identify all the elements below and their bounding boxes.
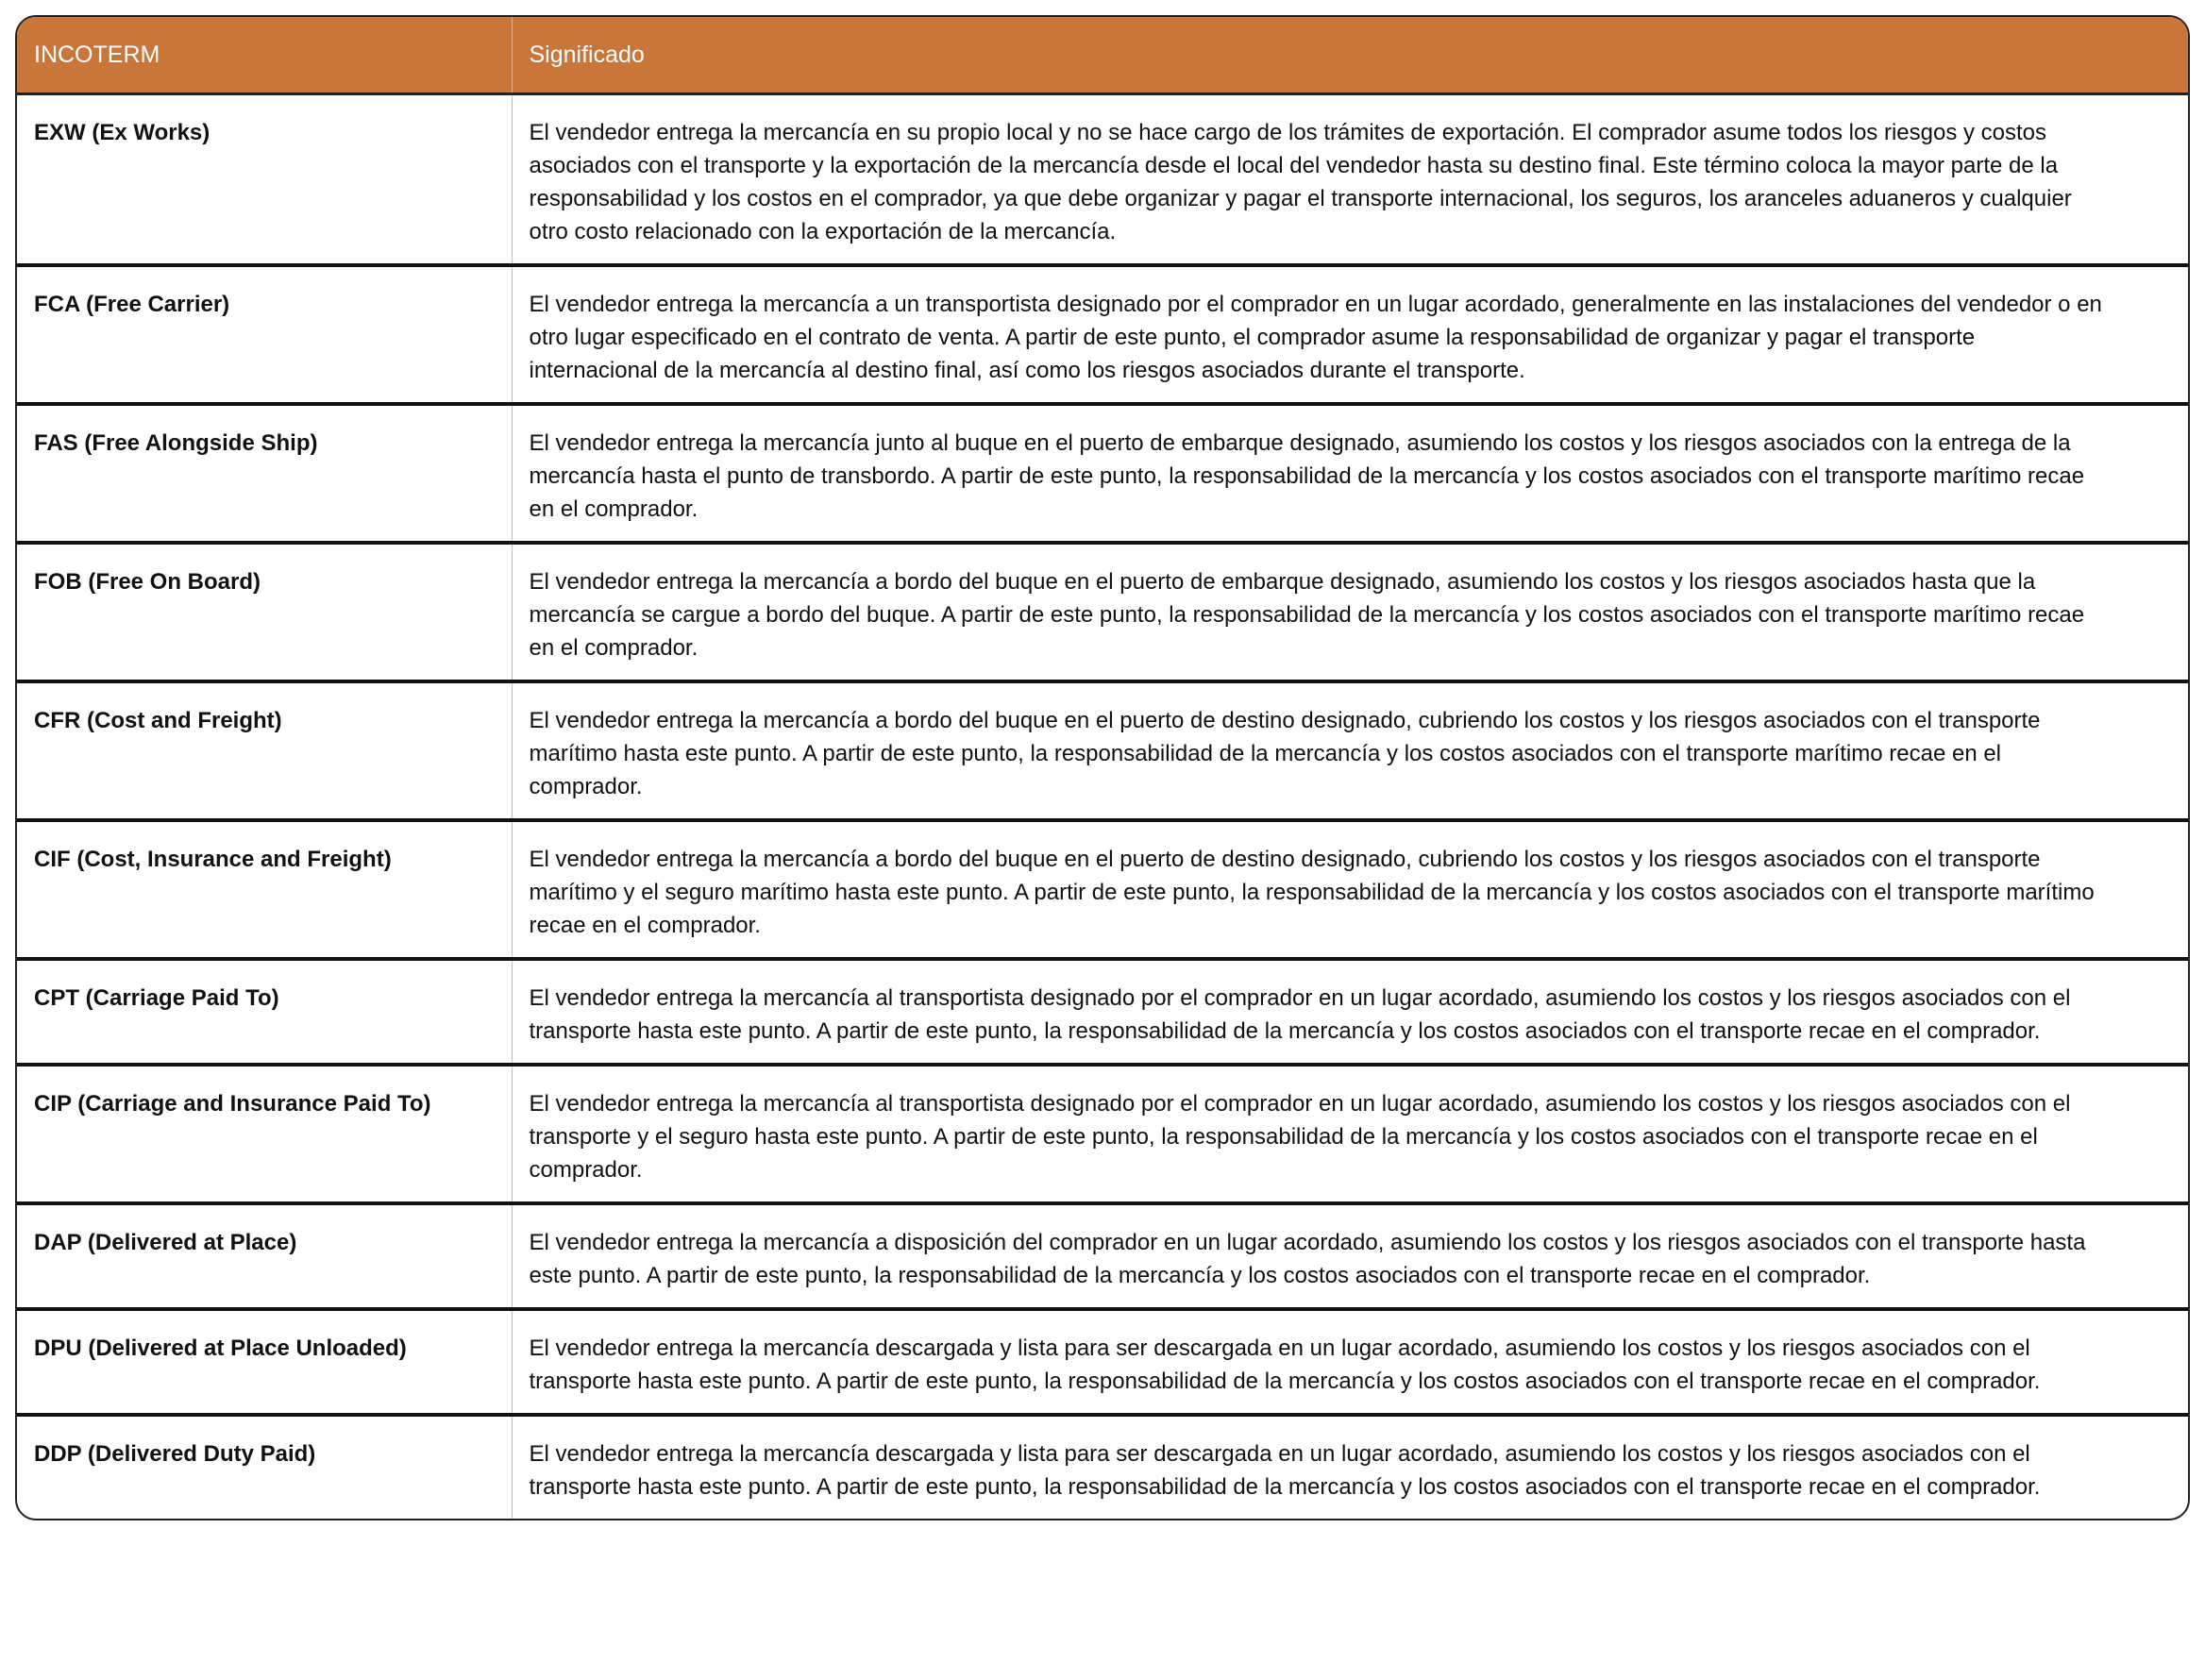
table-row [17, 1415, 2188, 1519]
table-row [17, 959, 2188, 1065]
table-row [17, 404, 2188, 543]
table-body [17, 94, 2188, 1520]
incoterm-cell: CIP (Carriage and Insurance Paid To) [17, 1065, 512, 1203]
meaning-cell: El vendedor entrega la mercancía descargada y lista para ser descargada en un lugar acordado, asumiendo los costos y los riesgos asociados con el transporte hasta este punto. A partir de este punto, la responsabilidad de la mercancía y los costos asociados con el transporte recae en el comprador. [512, 1309, 2188, 1415]
meaning-cell: El vendedor entrega la mercancía a un transportista designado por el comprador en un lugar acordado, generalmente en las instalaciones del vendedor o en otro lugar especificado en el contrato de venta. A partir de este punto, el comprador asume la responsabilidad de organizar y pagar el transporte internacional de la mercancía al destino final, así como los riesgos asociados durante el transporte. [512, 265, 2188, 404]
meaning-cell: El vendedor entrega la mercancía al transportista designado por el comprador en un lugar acordado, asumiendo los costos y los riesgos asociados con el transporte y el seguro hasta este punto. A partir de este punto, la responsabilidad de la mercancía y los costos asociados con el transporte recae en el comprador. [512, 1065, 2188, 1203]
meaning-cell: El vendedor entrega la mercancía a disposición del comprador en un lugar acordado, asumiendo los costos y los riesgos asociados con el transporte hasta este punto. A partir de este punto, la responsabilidad de la mercancía y los costos asociados con el transporte recae en el comprador. [512, 1203, 2188, 1309]
incoterm-cell: CFR (Cost and Freight) [17, 681, 512, 820]
incoterms-table [17, 17, 2188, 1519]
table-row [17, 94, 2188, 266]
meaning-cell: El vendedor entrega la mercancía junto al buque en el puerto de embarque designado, asumiendo los costos y los riesgos asociados con la entrega de la mercancía hasta el punto de transbordo. A partir de este punto, la responsabilidad de la mercancía y los costos asociados con el transporte marítimo recae en el comprador. [512, 404, 2188, 543]
table-row [17, 265, 2188, 404]
header-significado: Significado [512, 17, 2188, 94]
incoterm-cell: CIF (Cost, Insurance and Freight) [17, 820, 512, 959]
table-row [17, 681, 2188, 820]
table-row [17, 1309, 2188, 1415]
meaning-cell: El vendedor entrega la mercancía descargada y lista para ser descargada en un lugar acordado, asumiendo los costos y los riesgos asociados con el transporte hasta este punto. A partir de este punto, la responsabilidad de la mercancía y los costos asociados con el transporte recae en el comprador. [512, 1415, 2188, 1519]
incoterm-cell: DAP (Delivered at Place) [17, 1203, 512, 1309]
table-row [17, 1203, 2188, 1309]
table-row [17, 1065, 2188, 1203]
meaning-cell: El vendedor entrega la mercancía en su propio local y no se hace cargo de los trámites de exportación. El comprador asume todos los riesgos y costos asociados con el transporte y la exportación de la mercancía desde el local del vendedor hasta su destino final. Este término coloca la mayor parte de la responsabilidad y los costos en el comprador, ya que debe organizar y pagar el transporte internacional, los seguros, los aranceles aduaneros y cualquier otro costo relacionado con la exportación de la mercancía. [529, 120, 2072, 244]
meaning-cell: El vendedor entrega la mercancía a bordo del buque en el puerto de destino designado, cubriendo los costos y los riesgos asociados con el transporte marítimo hasta este punto. A partir de este punto, la responsabilidad de la mercancía y los costos asociados con el transporte marítimo recae en el comprador. [512, 681, 2188, 820]
header-incoterm: INCOTERM [17, 17, 512, 94]
table-row [17, 820, 2188, 959]
meaning-cell: El vendedor entrega la mercancía a bordo del buque en el puerto de destino designado, cubriendo los costos y los riesgos asociados con el transporte marítimo y el seguro marítimo hasta este punto. A partir de este punto, la responsabilidad de la mercancía y los costos asociados con el transporte marítimo recae en el comprador. [512, 820, 2188, 959]
incoterm-cell: FAS (Free Alongside Ship) [17, 404, 512, 543]
incoterms-table-container [15, 15, 2190, 1520]
incoterm-cell: CPT (Carriage Paid To) [17, 959, 512, 1065]
incoterm-cell: EXW (Ex Works) [17, 94, 512, 266]
header-row [17, 17, 2188, 94]
incoterm-cell: FCA (Free Carrier) [17, 265, 512, 404]
table-row [17, 543, 2188, 681]
table-header [17, 17, 2188, 94]
incoterm-cell: FOB (Free On Board) [17, 543, 512, 681]
meaning-cell: El vendedor entrega la mercancía al transportista designado por el comprador en un lugar acordado, asumiendo los costos y los riesgos asociados con el transporte hasta este punto. A partir de este punto, la responsabilidad de la mercancía y los costos asociados con el transporte recae en el comprador. [512, 959, 2188, 1065]
incoterm-cell: DPU (Delivered at Place Unloaded) [17, 1309, 512, 1415]
incoterm-cell: DDP (Delivered Duty Paid) [17, 1415, 512, 1519]
meaning-cell: El vendedor entrega la mercancía a bordo del buque en el puerto de embarque designado, asumiendo los costos y los riesgos asociados hasta que la mercancía se cargue a bordo del buque. A partir de este punto, la responsabilidad de la mercancía y los costos asociados con el transporte marítimo recae en el comprador. [512, 543, 2188, 681]
